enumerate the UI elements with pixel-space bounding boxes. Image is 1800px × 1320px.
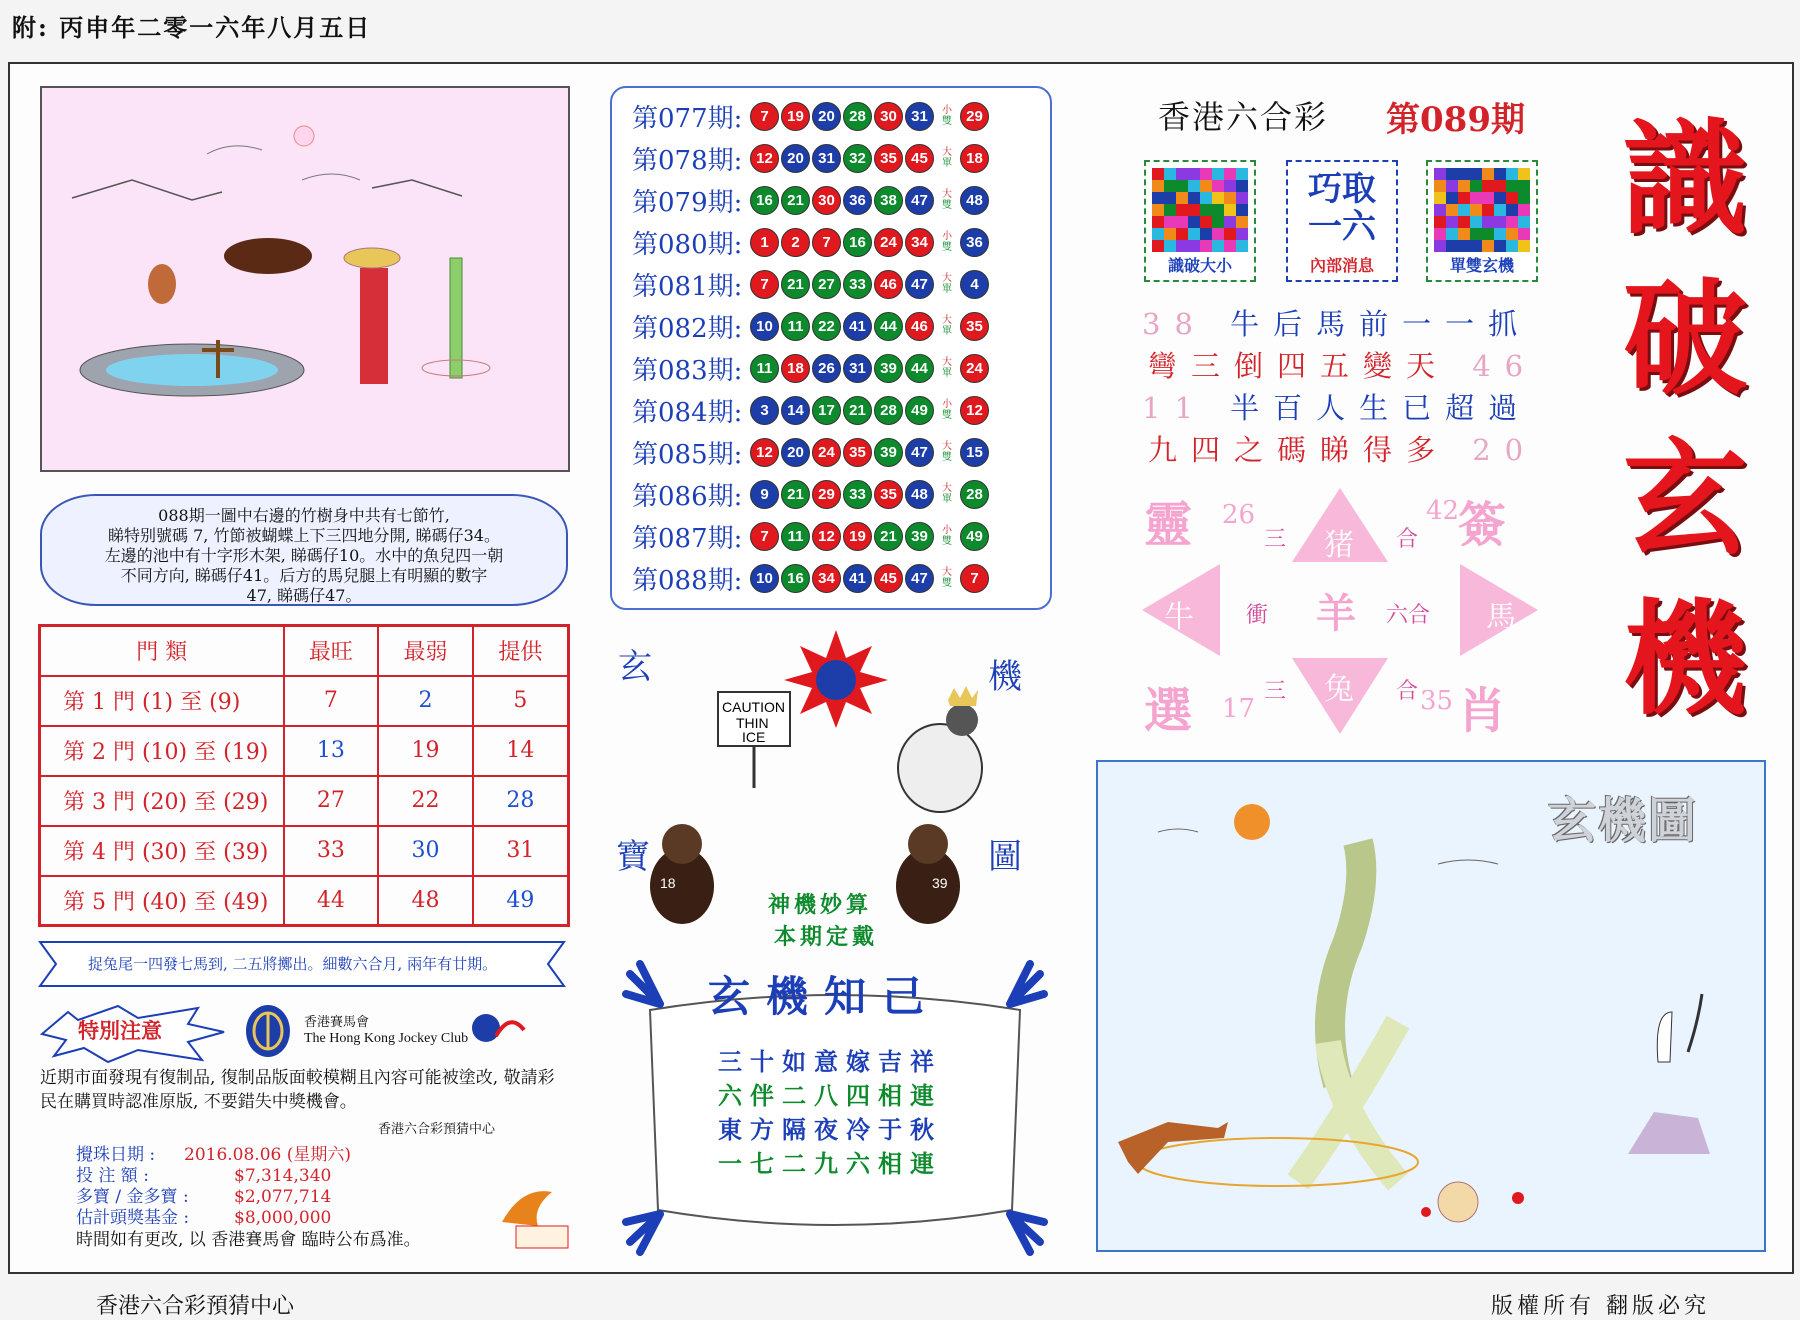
rock-icon [1628,1112,1710,1154]
result-issue: 第086期: [632,481,743,512]
tile-inside-news [1286,160,1398,282]
riddle-verse-3 [1142,386,1531,427]
xuanji-picture-title: 玄機圖 [1548,793,1699,849]
result-special-ball: 15 [960,438,989,467]
result-ball: 47 [905,438,934,467]
door-table-row [40,726,569,776]
zodiac-compass [1140,486,1540,739]
header-date: 附: 丙申年二零一六年八月五日 [12,13,372,42]
door-table-row [40,876,569,926]
header-offer: 提供 [473,626,569,676]
result-ball: 27 [812,270,841,299]
result-row [632,222,991,262]
result-ball: 19 [843,522,872,551]
door-offer-value: 28 [473,776,569,826]
door-min-value: 30 [378,826,473,876]
result-ball: 33 [843,480,872,509]
compass-corner-char: 靈 [1144,497,1193,553]
result-ball: 16 [750,186,779,215]
result-issue: 第082期: [632,313,743,344]
result-size: 小 [942,105,952,116]
result-ball: 30 [812,186,841,215]
jackpot-label: 估計頭獎基金 : [76,1208,190,1228]
result-size: 小 [942,399,952,410]
baby-icon [1438,1182,1478,1222]
result-special-ball: 29 [960,102,989,131]
result-parity: 雙 [942,242,952,253]
compass-small: 合 [1396,527,1419,552]
result-size-parity [937,399,957,421]
result-size-parity [937,483,957,505]
door-label: 第 3 門 (20) 至 (29) [40,776,284,826]
riddle-line: 左邊的池中有十字形木架, 睇碼仔10。水中的魚兒四一朝 [104,546,504,565]
result-ball: 17 [812,396,841,425]
corner-char-xuan: 玄 [618,647,652,687]
result-parity: 單 [942,494,952,505]
riddle-verse-4 [1148,428,1537,469]
riddle-verse-text: 彎三倒四五變天 [1148,349,1450,383]
result-ball: 41 [843,312,872,341]
bet-amount-label: 投 注 額 : [76,1166,149,1186]
sun-icon [294,126,314,146]
result-size-parity [937,189,957,211]
compass-small: 三 [1264,527,1287,552]
big-title-char: 破 [1622,267,1747,412]
result-ball: 41 [843,564,872,593]
poem-line-1: 三十如意嫁吉祥 [718,1047,942,1076]
riddle-line: 睇特别號碼 7, 竹節被蝴蝶上下三四地分開, 睇碼仔34。 [108,526,500,545]
result-ball: 16 [781,564,810,593]
result-ball: 34 [812,564,841,593]
result-ball: 3 [750,396,779,425]
deer-icon [148,264,176,304]
mark-six-logo-icon [466,1006,526,1052]
result-size-parity [937,567,957,589]
result-issue: 第083期: [632,355,743,386]
result-ball: 36 [843,186,872,215]
header-category: 門 類 [40,626,284,676]
door-label: 第 2 門 (10) 至 (19) [40,726,284,776]
compass-center: 羊 [1316,590,1356,637]
door-min-value: 2 [378,676,473,726]
poem-line-3: 東方隔夜冷于秋 [718,1115,942,1144]
result-ball: 35 [843,438,872,467]
riddle-ghost-number: 38 [1142,307,1207,341]
result-ball: 11 [781,312,810,341]
hkjc-logo-icon [244,1004,292,1058]
result-parity: 單 [942,158,952,169]
result-ball: 21 [843,396,872,425]
door-max-value: 27 [284,776,379,826]
clue-line-1: 神機妙算 [768,892,873,918]
snowball-value: $2,077,714 [234,1187,332,1207]
riddle-illustration [40,86,570,472]
tile-inside-text-bottom: 一六 [1308,207,1376,247]
result-parity: 雙 [942,536,952,547]
monkey-right-icon [896,824,960,924]
result-special-ball: 28 [960,480,989,509]
door-offer-value: 49 [473,876,569,926]
result-special-ball: 4 [960,270,989,299]
tile-odd-even [1426,160,1538,282]
riddle-line: 088期一圖中右邊的竹樹身中共有七節竹, [158,506,450,525]
crane-icon [1657,1012,1672,1062]
result-ball: 45 [905,144,934,173]
result-ball: 33 [843,270,872,299]
result-size: 小 [942,231,952,242]
door-max-value: 44 [284,876,379,926]
big-title-char: 玄 [1622,427,1747,572]
result-ball: 47 [905,270,934,299]
result-parity: 單 [942,326,952,337]
monkey-left-icon [650,824,714,924]
result-size-parity [937,273,957,295]
tile-size [1144,160,1256,282]
result-ball: 14 [781,396,810,425]
result-issue: 第084期: [632,397,743,428]
result-ball: 39 [874,354,903,383]
result-ball: 12 [750,438,779,467]
compass-left: 牛 [1164,600,1194,635]
compass-small: 衝 [1246,603,1269,628]
door-table-row [40,676,569,726]
result-special-ball: 24 [960,354,989,383]
tile-size-label: 識破大小 [1167,256,1232,275]
footer-copyright: 版權所有 翻版必究 [1491,1294,1710,1319]
result-ball: 2 [781,228,810,257]
result-parity: 雙 [942,116,952,127]
door-min-value: 19 [378,726,473,776]
result-ball: 24 [812,438,841,467]
compass-corner-num: 26 [1222,500,1256,530]
mosaic-pattern-icon [1434,168,1530,252]
draw-date-value: 2016.08.06 (星期六) [184,1145,352,1165]
notice-signature: 香港六合彩預猜中心 [378,1122,496,1137]
lottery-issue: 第089期 [1386,100,1525,140]
result-row [632,96,991,136]
result-ball: 10 [750,312,779,341]
result-ball: 38 [874,186,903,215]
result-ball: 12 [750,144,779,173]
result-ball: 32 [843,144,872,173]
result-row [632,306,991,346]
result-special-ball: 7 [960,564,989,593]
result-ball: 20 [781,438,810,467]
door-min-value: 22 [378,776,473,826]
riddle-verse-text: 牛后馬前一一抓 [1230,307,1532,341]
result-size: 大 [942,483,952,494]
result-special-ball: 49 [960,522,989,551]
result-ball: 7 [750,102,779,131]
riddle-ghost-number: 46 [1472,349,1538,383]
tile-inside-label: 內部消息 [1309,256,1374,275]
corner-char-tu: 圖 [988,837,1022,877]
result-ball: 16 [843,228,872,257]
result-ball: 11 [781,522,810,551]
compass-corner-num: 17 [1222,694,1256,724]
compass-small: 三 [1264,679,1287,704]
door-table-header [40,626,569,676]
door-max-value: 33 [284,826,379,876]
header-max: 最旺 [284,626,379,676]
poem-line-4: 一七二九六相連 [718,1149,942,1178]
result-ball: 7 [750,270,779,299]
result-ball: 29 [812,480,841,509]
result-size-parity [937,231,957,253]
result-ball: 46 [905,312,934,341]
result-special-ball: 48 [960,186,989,215]
scroll-title: 玄機知己 [708,972,941,1021]
result-size: 大 [942,567,952,578]
door-min-value: 48 [378,876,473,926]
tile-inside-text-top: 巧取 [1308,169,1376,209]
poem-line-2: 六伴二八四相連 [718,1081,942,1110]
result-ball: 9 [750,480,779,509]
big-title [1600,100,1770,740]
door-label: 第 1 門 (1) 至 (9) [40,676,284,726]
result-ball: 44 [905,354,934,383]
footer-publisher: 香港六合彩預猜中心 [96,1294,295,1319]
result-ball: 19 [781,102,810,131]
door-offer-value: 31 [473,826,569,876]
result-ball: 7 [812,228,841,257]
compass-right: 馬 [1486,600,1516,635]
result-ball: 18 [781,354,810,383]
hkjc-name-en: The Hong Kong Jockey Club [304,1031,469,1046]
result-parity: 雙 [942,452,952,463]
result-ball: 12 [812,522,841,551]
door-max-value: 7 [284,676,379,726]
result-special-ball: 36 [960,228,989,257]
horse-icon [224,238,312,274]
result-row [632,558,991,598]
riddle-verse-text: 半百人生已超過 [1230,391,1532,425]
result-ball: 31 [812,144,841,173]
result-ball: 24 [874,228,903,257]
ice-word: ICE [742,729,766,745]
compass-corner-num: 42 [1426,496,1460,526]
special-notice-text: 特別注意 [78,1018,162,1043]
result-parity: 雙 [942,578,952,589]
result-ball: 47 [905,564,934,593]
riddle-line: 不同方向, 睇碼仔41。后方的馬兒腿上有明顯的數字 [120,566,488,585]
woman-figure-icon [360,268,388,384]
compass-corner-num: 35 [1420,686,1454,716]
draw-note: 時間如有更改, 以 香港賽馬會 臨時公布爲准。 [76,1230,421,1250]
tile-odd-even-label: 單雙玄機 [1449,256,1514,275]
result-ball: 39 [874,438,903,467]
door-table [38,624,570,927]
monkey-left-number: 18 [660,875,676,891]
caution-word: CAUTION [722,699,785,715]
bet-amount-value: $7,314,340 [234,1166,332,1186]
result-ball: 21 [781,186,810,215]
result-ball: 31 [843,354,872,383]
result-issue: 第080期: [632,229,743,260]
result-ball: 20 [812,102,841,131]
tile-inside-text [1294,170,1390,246]
lottery-name: 香港六合彩 [1158,98,1329,136]
result-size-parity [937,315,957,337]
compass-small: 合 [1396,679,1419,704]
result-size: 大 [942,147,952,158]
result-row [632,180,991,220]
result-ball: 48 [905,480,934,509]
big-title-char: 識 [1622,107,1747,252]
result-parity: 單 [942,368,952,379]
riddle-line: 47, 睇碼仔47。 [246,586,362,605]
sun-icon [1234,804,1270,840]
result-row [632,390,991,430]
result-issue: 第085期: [632,439,743,470]
result-parity: 雙 [942,200,952,211]
result-ball: 28 [874,396,903,425]
riddle-ghost-number: 11 [1142,391,1207,425]
result-special-ball: 35 [960,312,989,341]
result-special-ball: 12 [960,396,989,425]
riddle-explanation [40,494,568,606]
header-min: 最弱 [378,626,473,676]
compass-corner-char: 肖 [1458,683,1507,739]
result-size-parity [937,441,957,463]
riddle-ghost-number: 20 [1472,433,1538,467]
result-issue: 第088期: [632,565,743,596]
result-size-parity [937,147,957,169]
door-max-value: 13 [284,726,379,776]
result-ball: 10 [750,564,779,593]
result-size-parity [937,357,957,379]
result-ball: 45 [874,564,903,593]
big-title-char: 機 [1622,587,1747,732]
result-ball: 30 [874,102,903,131]
door-table-row [40,776,569,826]
snowball-label: 多寶 / 金多寶 : [76,1187,189,1207]
clue-line-2: 本期定戴 [774,924,879,950]
result-size: 大 [942,315,952,326]
slogan-text: 捉兔尾一四發七馬到, 二五將擲出。細數六合月, 兩年有廿期。 [88,955,498,973]
result-ball: 20 [781,144,810,173]
result-size: 小 [942,525,952,536]
door-label: 第 4 門 (30) 至 (39) [40,826,284,876]
result-row [632,516,991,556]
result-ball: 39 [905,522,934,551]
result-ball: 44 [874,312,903,341]
result-row [632,348,991,388]
result-ball: 35 [874,144,903,173]
counterfeit-notice: 近期市面發現有復制品, 復制品版面較模糊且內容可能被塗改, 敬請彩民在購買時認准原版, 不要錯失中獎機會。 [40,1068,555,1112]
result-ball: 46 [874,270,903,299]
result-size: 大 [942,189,952,200]
result-parity: 雙 [942,410,952,421]
door-offer-value: 5 [473,676,569,726]
result-size: 大 [942,441,952,452]
door-offer-value: 14 [473,726,569,776]
riddle-verse-text: 九四之碼睇得多 [1148,433,1450,467]
result-ball: 26 [812,354,841,383]
result-ball: 21 [781,270,810,299]
past-results-panel [610,86,1052,610]
hkjc-name-cn: 香港賽馬會 [304,1015,370,1030]
result-ball: 21 [781,480,810,509]
result-ball: 47 [905,186,934,215]
result-row [632,474,991,514]
result-parity: 單 [942,284,952,295]
result-issue: 第078期: [632,145,743,176]
result-issue: 第079期: [632,187,743,218]
rat-king-icon [898,686,982,812]
result-ball: 34 [905,228,934,257]
result-ball: 31 [905,102,934,131]
corner-char-ji: 機 [988,657,1022,697]
result-ball: 35 [874,480,903,509]
compass-corner-char: 選 [1144,683,1193,739]
result-issue: 第087期: [632,523,743,554]
result-issue: 第077期: [632,103,743,134]
mosaic-pattern-icon [1152,168,1248,252]
result-ball: 1 [750,228,779,257]
result-issue: 第081期: [632,271,743,302]
door-table-row [40,826,569,876]
dog-icon [1118,1122,1228,1174]
result-size-parity [937,105,957,127]
result-size-parity [937,525,957,547]
thin-word: THIN [736,715,769,731]
draw-date-label: 攪珠日期 : [76,1145,156,1165]
result-ball: 49 [905,396,934,425]
ifha-trust-mark-icon [492,1182,572,1252]
result-row [632,138,991,178]
result-size: 大 [942,273,952,284]
result-ball: 21 [874,522,903,551]
compass-top: 猪 [1324,528,1354,563]
result-ball: 28 [843,102,872,131]
door-label: 第 5 門 (40) 至 (49) [40,876,284,926]
corner-char-bao: 寶 [616,837,650,877]
result-ball: 22 [812,312,841,341]
monkey-right-number: 39 [932,875,948,891]
result-special-ball: 18 [960,144,989,173]
sun-face-icon [784,630,888,728]
result-size: 大 [942,357,952,368]
result-row [632,432,991,472]
result-row [632,264,991,304]
riddle-verse-2 [1148,344,1537,385]
riddle-verse-1 [1142,302,1531,343]
result-ball: 7 [750,522,779,551]
compass-small: 六合 [1386,603,1431,628]
compass-corner-char: 簽 [1458,497,1507,553]
jackpot-value: $8,000,000 [234,1208,332,1228]
compass-bottom: 兔 [1324,672,1354,707]
result-ball: 11 [750,354,779,383]
